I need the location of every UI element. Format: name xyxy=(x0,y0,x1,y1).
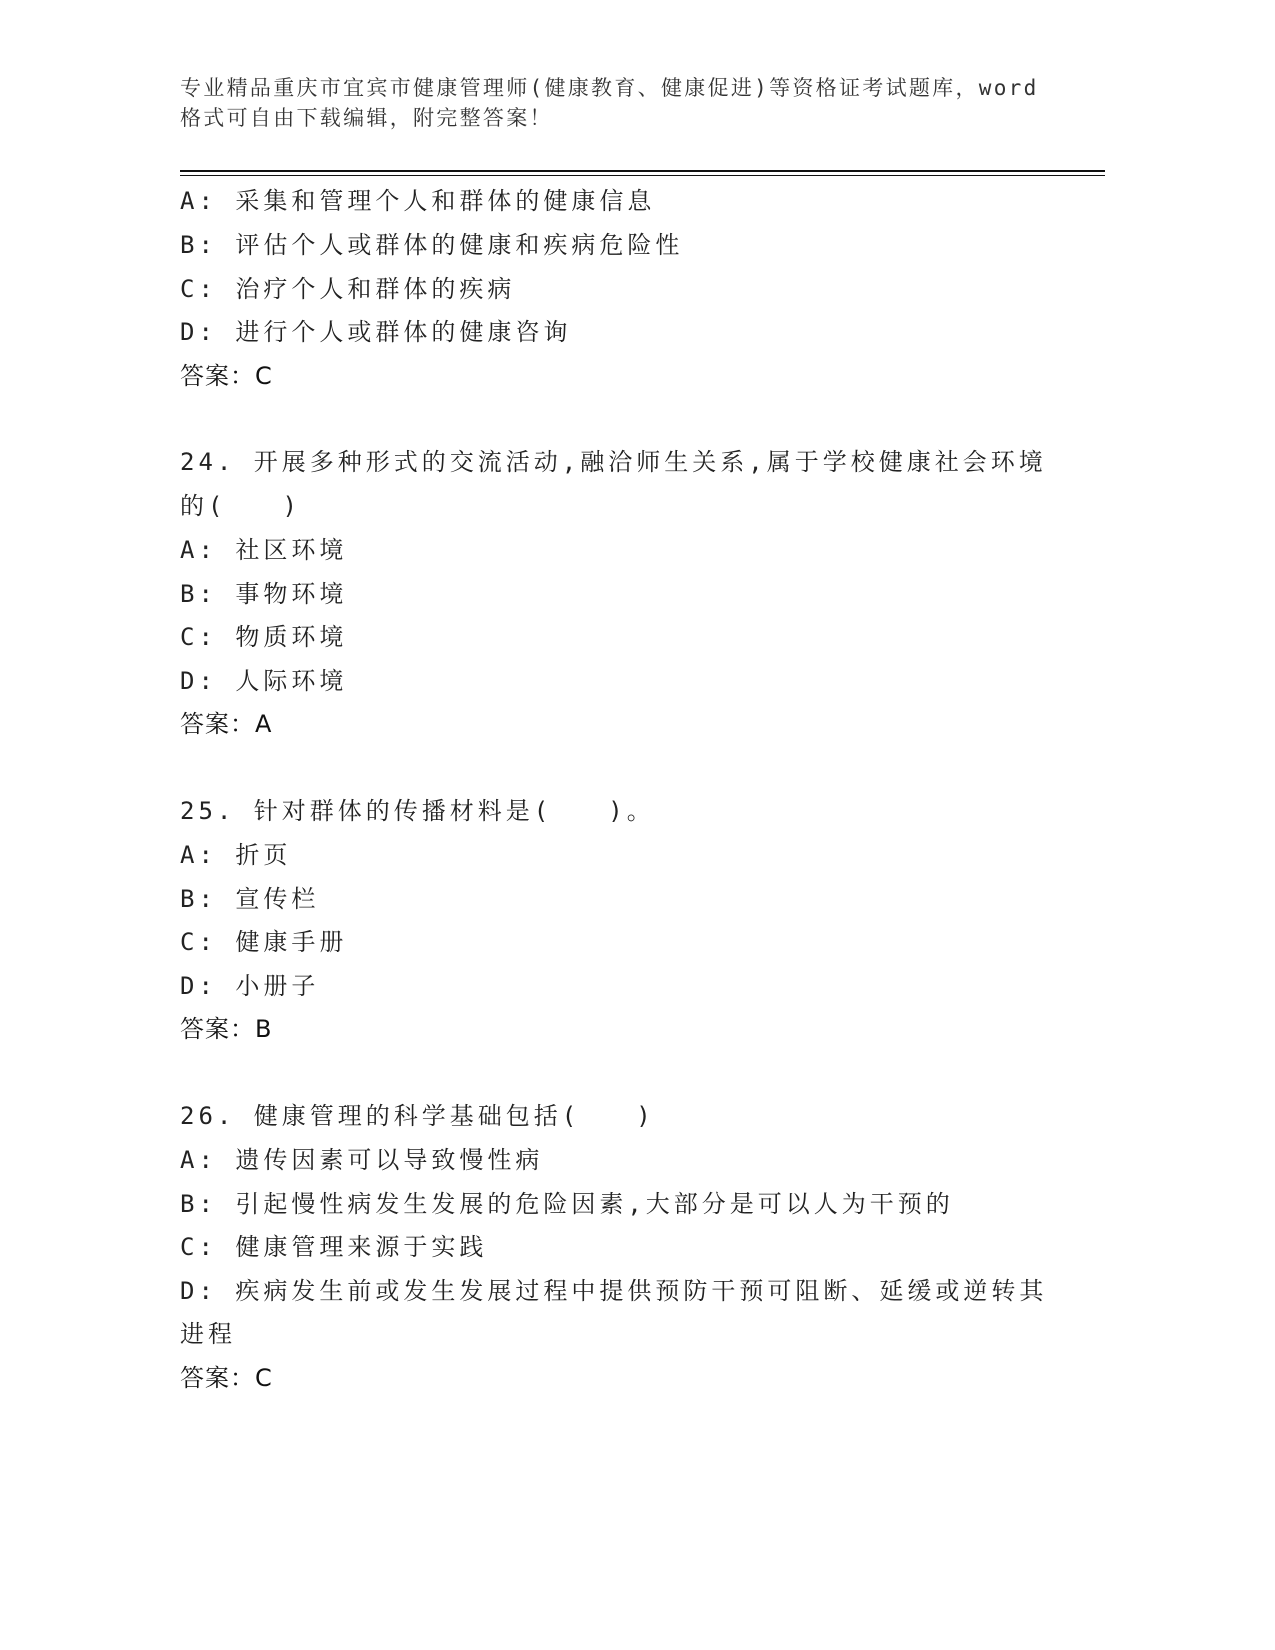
header-divider-thin xyxy=(180,175,1105,176)
answer: 答案：B xyxy=(180,1015,273,1043)
answer: 答案：A xyxy=(180,710,273,738)
option-c: C: 物质环境 xyxy=(180,623,348,651)
option-b: B: 评估个人或群体的健康和疾病危险性 xyxy=(180,231,684,259)
option-d: D: 疾病发生前或发生发展过程中提供预防干预可阻断、延缓或逆转其 xyxy=(180,1277,1048,1305)
option-b: B: 事物环境 xyxy=(180,580,348,608)
header-divider xyxy=(180,170,1105,172)
option-a: A: 社区环境 xyxy=(180,536,348,564)
question-stem: 25. 针对群体的传播材料是( )。 xyxy=(180,797,655,825)
option-d-cont: 进程 xyxy=(180,1320,236,1348)
header-line-1: 专业精品重庆市宜宾市健康管理师(健康教育、健康促进)等资格证考试题库，word xyxy=(180,76,1039,100)
option-c: C: 健康管理来源于实践 xyxy=(180,1233,488,1261)
question-stem: 24. 开展多种形式的交流活动,融洽师生关系,属于学校健康社会环境 xyxy=(180,448,1047,476)
answer: 答案：C xyxy=(180,362,273,390)
option-a: A: 采集和管理个人和群体的健康信息 xyxy=(180,187,656,215)
option-a: A: 遗传因素可以导致慢性病 xyxy=(180,1146,544,1174)
option-b: B: 宣传栏 xyxy=(180,885,320,913)
option-c: C: 治疗个人和群体的疾病 xyxy=(180,275,516,303)
option-c: C: 健康手册 xyxy=(180,928,348,956)
answer: 答案：C xyxy=(180,1364,273,1392)
option-d: D: 进行个人或群体的健康咨询 xyxy=(180,318,572,346)
option-d: D: 小册子 xyxy=(180,972,320,1000)
option-b: B: 引起慢性病发生发展的危险因素,大部分是可以人为干预的 xyxy=(180,1190,954,1218)
question-stem: 26. 健康管理的科学基础包括( ) xyxy=(180,1102,655,1130)
header-line-2: 格式可自由下载编辑，附完整答案！ xyxy=(180,106,553,130)
option-a: A: 折页 xyxy=(180,841,292,869)
option-d: D: 人际环境 xyxy=(180,667,348,695)
question-stem-cont: 的( ) xyxy=(180,492,301,520)
